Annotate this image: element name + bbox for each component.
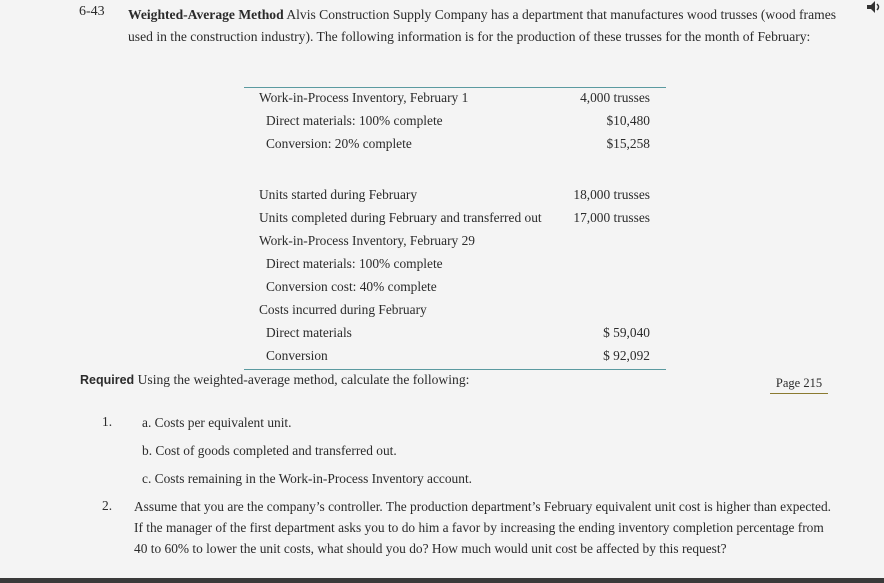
question-2-number: 2. (102, 498, 113, 513)
table-row-value: 4,000 trusses (580, 90, 650, 105)
table-row-value: $10,480 (606, 113, 650, 128)
table-bottom-rule (244, 369, 666, 370)
page-reference: Page 215 (770, 373, 828, 394)
speaker-icon[interactable] (865, 0, 884, 14)
problem-title: Weighted-Average Method (128, 7, 284, 22)
table-row-label: Direct materials: 100% complete (266, 256, 443, 271)
table-row-label: Conversion (266, 348, 328, 363)
question-1-number: 1. (102, 414, 113, 429)
table-row-value: $15,258 (606, 136, 650, 151)
required-text: Using the weighted-average method, calculate the following: (137, 372, 470, 387)
question-2: Assume that you are the company’s controller. The production department’s February equivalent unit cost is higher than expected. If the manager of the first department asks you to do him a favor by increasing the ending inventory completion percentage from 40 to 60% to lower the unit costs, what should you do? How much would unit cost be affected by this request? (134, 499, 831, 556)
table-row-label: Work-in-Process Inventory, February 29 (259, 233, 475, 248)
table-row-label: Conversion: 20% complete (266, 136, 412, 151)
question-1c: c. Costs remaining in the Work-in-Process Inventory account. (142, 471, 473, 486)
problem-intro (128, 4, 838, 47)
page-bottom-border (0, 578, 884, 583)
table-row-label: Direct materials: 100% complete (266, 113, 443, 128)
table-row-label: Units completed during February and transferred out (259, 210, 542, 225)
table-row-value: $ 92,092 (603, 348, 650, 363)
required-keyword: Required (80, 373, 135, 387)
table-row-value: 17,000 trusses (573, 210, 650, 225)
table-row-label: Units started during February (259, 187, 418, 202)
table-row-label: Conversion cost: 40% complete (266, 279, 437, 294)
table-row-label: Work-in-Process Inventory, February 1 (259, 90, 469, 105)
problem-intro-text: Alvis Construction Supply Company has a department that manufactures wood trusses (wood frames used in the construction industry). The following information is for the production of these trusses for the month of February: (128, 7, 837, 44)
question-1b: b. Cost of goods completed and transferred out. (142, 443, 397, 458)
required-line (80, 372, 469, 388)
question-1a: a. Costs per equivalent unit. (142, 415, 292, 430)
table-top-rule (244, 87, 666, 88)
table-row-label: Direct materials (266, 325, 352, 340)
problem-number: 6-43 (79, 4, 105, 19)
table-row-value: 18,000 trusses (573, 187, 650, 202)
table-row-value: $ 59,040 (603, 325, 650, 340)
table-row-label: Costs incurred during February (259, 302, 427, 317)
